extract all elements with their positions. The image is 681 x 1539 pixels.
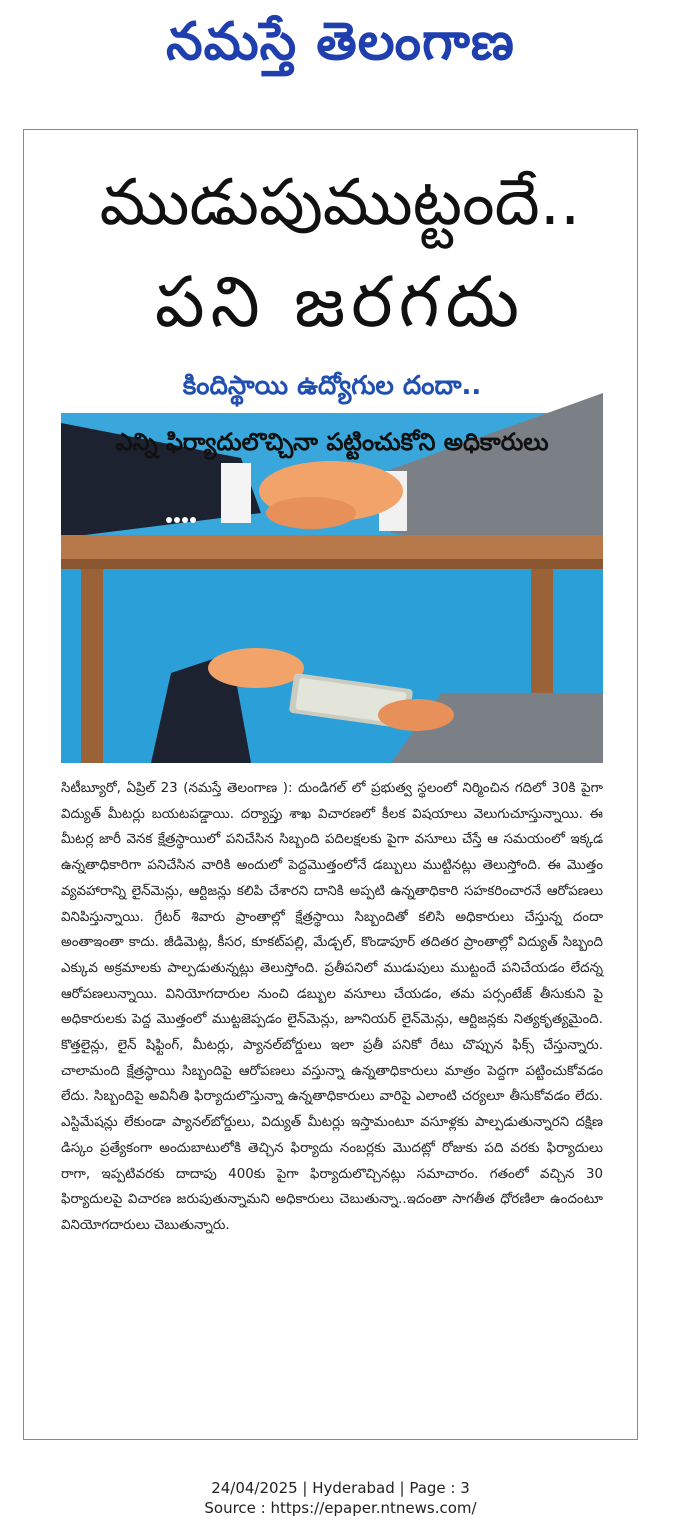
- headline-line-2: పని జరగదు: [154, 261, 526, 343]
- footer-date-edition: 24/04/2025 | Hyderabad | Page : 3: [211, 1479, 470, 1497]
- subheadline-1: కిందిస్థాయి ఉద్యోగుల దందా..: [182, 371, 482, 401]
- subheadline-2: ఎన్ని ఫిర్యాదులొచ్చినా పట్టించుకోని అధికారులు: [115, 428, 549, 456]
- footer-source[interactable]: Source : https://epaper.ntnews.com/: [204, 1499, 477, 1517]
- bribery-illustration: [61, 363, 603, 763]
- headline-line-1: ముడుపుముట్టందే..: [99, 166, 581, 240]
- article-body: సిటీబ్యూరో, ఏప్రిల్ 23 (నమస్తే తెలంగాణ ): దుండిగల్ లో ప్రభుత్వ స్థలంలో నిర్మించిన గదిలో 30కి పైగా విద్యుత్ మీటర్లు బయటపడ్డాయి. దర్యాప్తు శాఖ విచారణలో కీలక విషయాలు వెలుగుచూస్తున్నాయి. ఈ మీటర్ల జారీ వెనక క్షేత్రస్థాయిలో పనిచేసిన సిబ్బంది పదిలక్షలకు పైగా వసూలు చేస్తే ఆ సమయంలో ఇక్కడ ఉన్నతాధికారిగా పనిచేసిన వారికి అందులో పెద్దమొత్తంలోనే డబ్బులు ముట్టినట్లు తెలుస్తోంది. ఈ మొత్తం వ్యవహారాన్ని లైన్‌మెన్లు, ఆర్టిజన్లు కలిపి చేశారని దానికి అప్పటి ఉన్నతాధికారి సహకరించారనే ఆరోపణలు వినిపిస్తున్నాయి. గ్రేటర్ శివారు ప్రాంతాల్లో క్షేత్రస్థాయి సిబ్బందితో కలిసి అధికారులు చేస్తున్న దందా అంతాఇంతా కాదు. జీడిమెట్ల, కీసర, కూకట్‌పల్లి, మేడ్చల్, కొండాపూర్ తదితర ప్రాంతాల్లో విద్యుత్ సిబ్బంది ఎక్కువ అక్రమాలకు పాల్పడుతున్నట్లు తెలుస్తోంది. ప్రతీపనిలో ముడుపులు ముట్టందే పనిచేయడం లేదన్న ఆరోపణలున్నాయి. వినియోగదారుల నుంచి డబ్బుల వసూలు చేయడం, తమ పర్సంటేజ్ తీసుకుని పై అధికారులకు పెద్ద మొత్తంలో ముట్టజెప్పడం లైన్‌మెన్లు, జూనియర్ లైన్‌మెన్లు, ఆర్టిజన్లకు నిత్యకృత్యమైంది. కొత్తలైన్లు, లైన్ షిఫ్టింగ్, మీటర్లు, ప్యానల్‌బోర్డులు ఇలా ప్రతీ పనికో రేటు చొప్పున ఫిక్స్ చేస్తున్నారు. చాలామంది క్షేత్రస్థాయి సిబ్బందిపై ఆరోపణలు వస్తున్నా ఉన్నతాధికారులు మాత్రం పెద్దగా పట్టించుకోవడం లేదు. సిబ్బందిపై అవినీతి ఫిర్యాదులొస్తున్నా ఉన్నతాధికారులు వారిపై ఎలాంటి చర్యలూ తీసుకోవడం లేదు. ఎస్టిమేషన్లు లేకుండా ప్యానల్‌బోర్డులు, విద్యుత్ మీటర్లు ఇస్తామంటూ వసూళ్లకు పాల్పడుతున్నారని దక్షిణ డిస్కం ప్రత్యేకంగా అందుబాటులోకి తెచ్చిన ఫిర్యాదు నంబర్లకు మొదట్లో రోజుకు పది వరకు ఫిర్యాదులు రాగా, ఇప్పటివరకు దాదాపు 400కు పైగా ఫిర్యాదులొచ్చినట్లు సమాచారం. గతంలో వచ్చిన 30 ఫిర్యాదులపై విచారణ జరుపుతున్నామని అధికారులు చెబుతున్నా..ఇదంతా సాగతీత ధోరణిలా ఉందంటూ వినియోగదారులు చెబుతున్నారు.: [61, 781, 603, 1233]
- newspaper-masthead: నమస్తే తెలంగాణ: [166, 12, 515, 72]
